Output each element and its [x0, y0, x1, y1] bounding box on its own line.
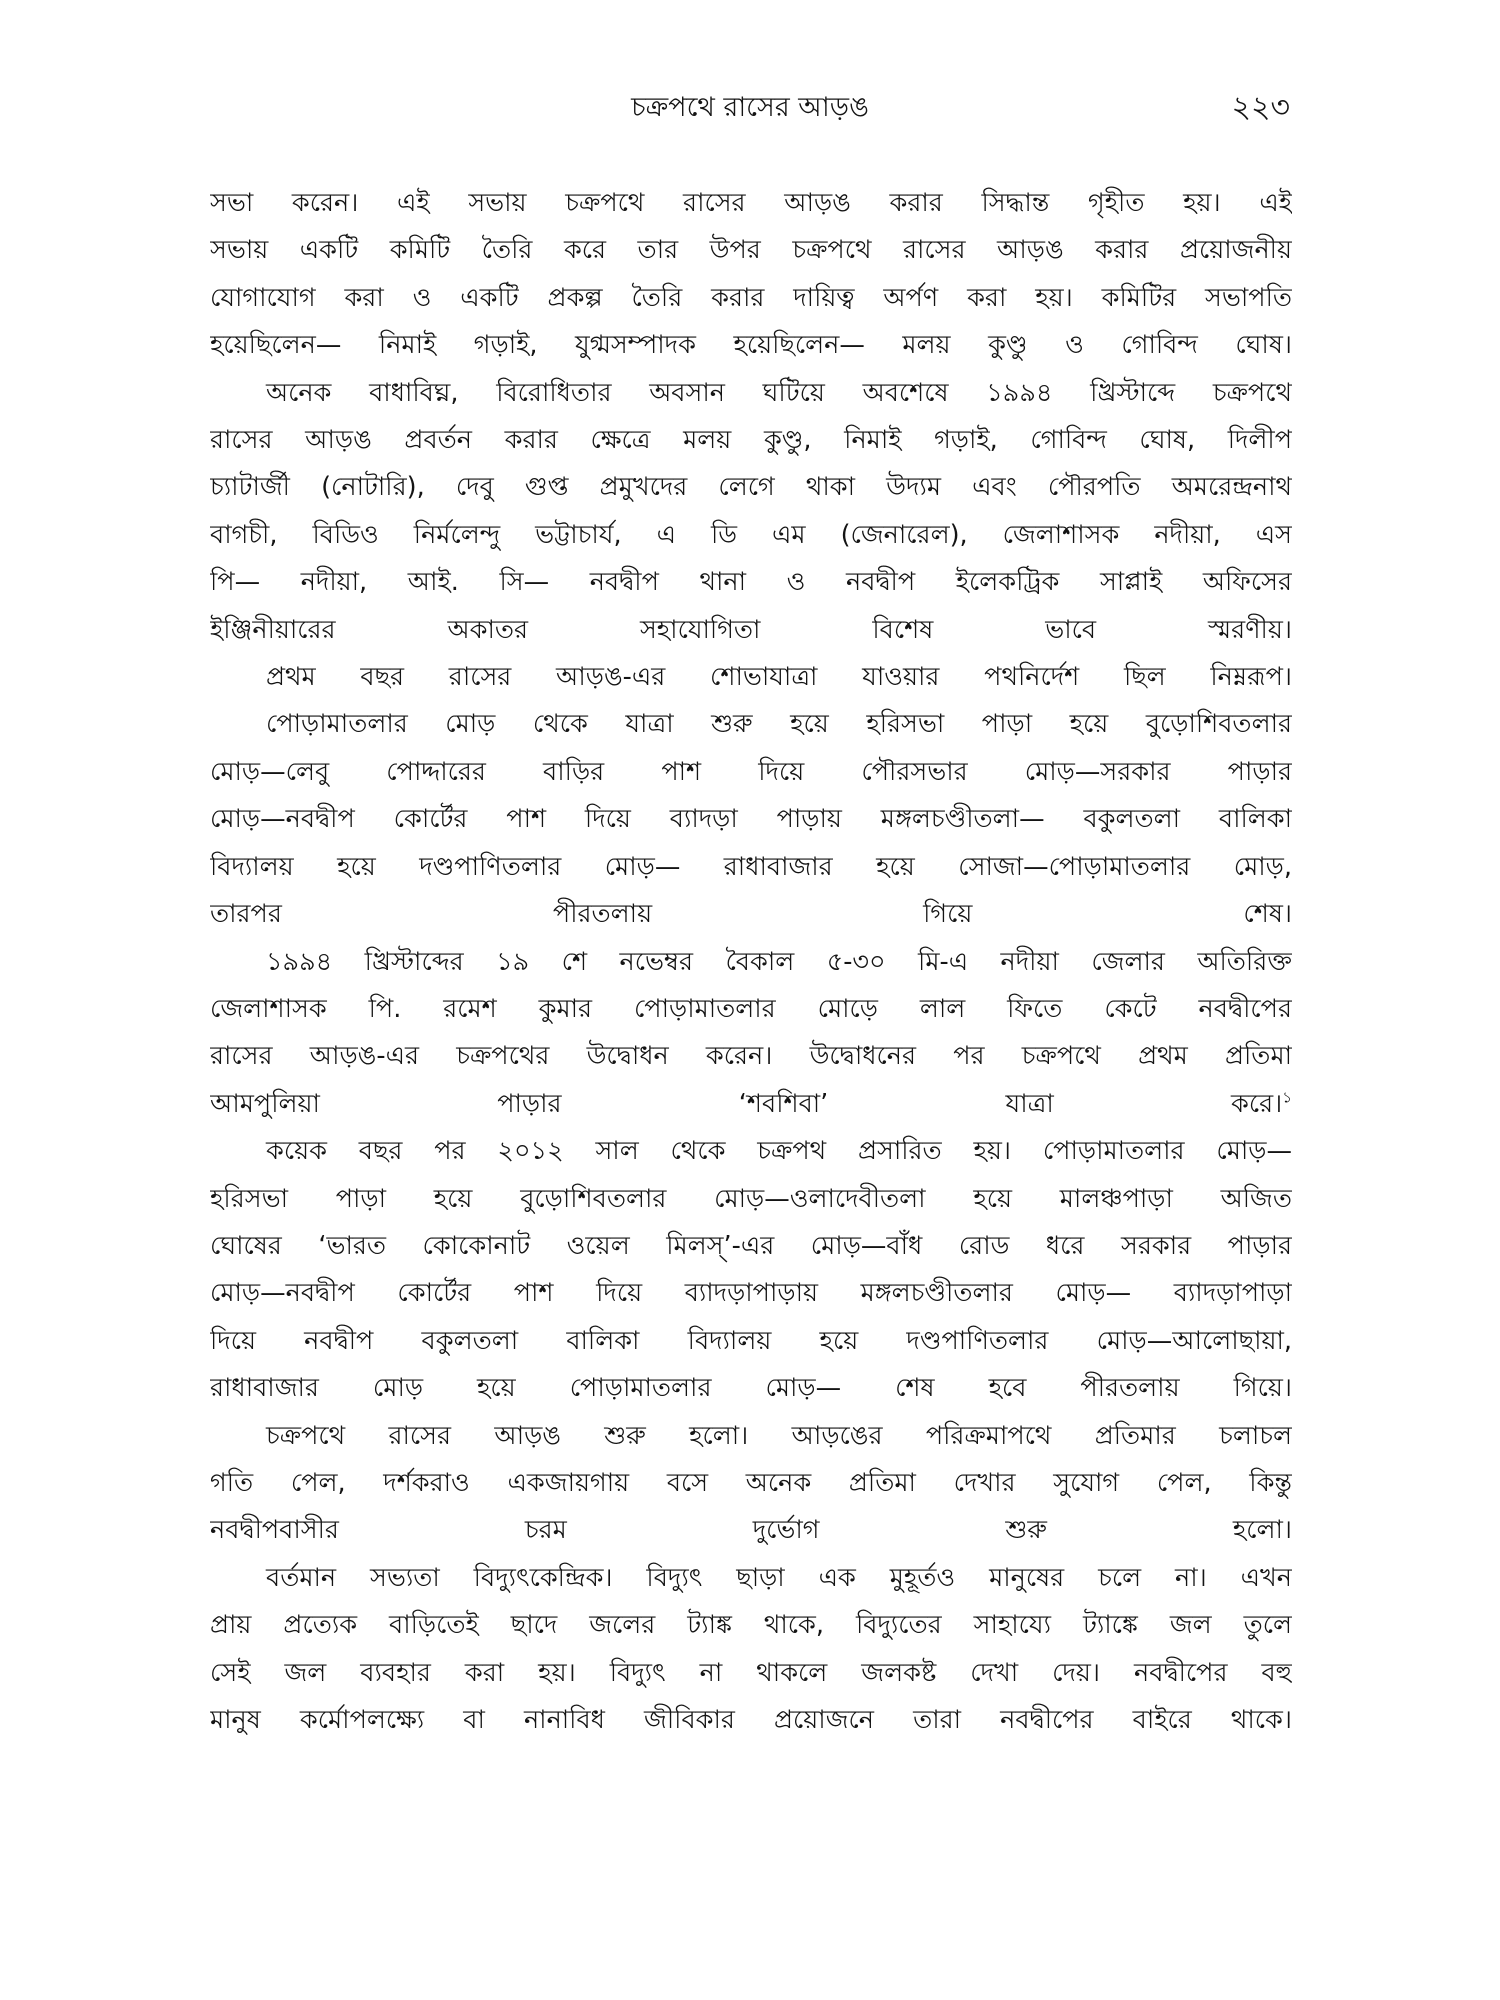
text-line: রাসের আড়ঙ প্রবর্তন করার ক্ষেত্রে মলয় কুণ্ডু, নিমাই গড়াই, গোবিন্দ ঘোষ, দিলীপ: [210, 425, 1292, 456]
footnote-marker: ১: [1282, 1088, 1292, 1107]
text-line: মানুষ কর্মোপলক্ষ্যে বা নানাবিধ জীবিকার প্রয়োজনে তারা নবদ্বীপের বাইরে থাকে।: [210, 1705, 1292, 1735]
text-line: মোড়—নবদ্বীপ কোর্টের পাশ দিয়ে ব্যাদড়া পাড়ায় মঙ্গলচণ্ডীতলা— বকুলতলা বালিকা: [210, 804, 1292, 835]
page-number: ২২৩: [1231, 90, 1290, 125]
text-line: পি— নদীয়া, আই. সি— নবদ্বীপ থানা ও নবদ্বীপ ইলেকট্রিক সাপ্লাই অফিসের: [210, 567, 1292, 598]
text-line: পোড়ামাতলার মোড় থেকে যাত্রা শুরু হয়ে হরিসভা পাড়া হয়ে বুড়োশিবতলার: [266, 709, 1292, 740]
text-line-with-footnote: [210, 1081, 1292, 1128]
text-line: বাগচী, বিডিও নির্মলেন্দু ভট্টাচার্য, এ ডি এম (জেনারেল), জেলাশাসক নদীয়া, এস: [210, 519, 1292, 550]
running-title: চক্রপথে রাসের আড়ঙ: [631, 92, 869, 123]
paragraph: [210, 654, 1292, 701]
text-line: ১৯৯৪ খ্রিস্টাব্দের ১৯ শে নভেম্বর বৈকাল ৫-৩০ মি-এ নদীয়া জেলার অতিরিক্ত: [266, 946, 1292, 977]
paragraph: [210, 370, 1292, 654]
text-line: বর্তমান সভ্যতা বিদ্যুৎকেন্দ্রিক। বিদ্যুৎ ছাড়া এক মুহূর্তও মানুষের চলে না। এখন: [266, 1562, 1292, 1593]
text-line: মোড়—নবদ্বীপ কোর্টের পাশ দিয়ে ব্যাদড়াপাড়ায় মঙ্গলচণ্ডীতলার মোড়— ব্যাদড়াপাড়া: [210, 1278, 1292, 1309]
text-line: হরিসভা পাড়া হয়ে বুড়োশিবতলার মোড়—ওলাদেবীতলা হয়ে মালঞ্চপাড়া অজিত: [210, 1183, 1292, 1214]
text-line: রাধাবাজার মোড় হয়ে পোড়ামাতলার মোড়— শেষ হবে পীরতলায় গিয়ে।: [210, 1373, 1292, 1404]
running-header: [0, 88, 1500, 128]
text-line: প্রথম বছর রাসের আড়ঙ-এর শোভাযাত্রা যাওয়ার পথনির্দেশ ছিল নিম্নরূপ।: [266, 662, 1292, 693]
text-line: তারপর পীরতলায় গিয়ে শেষ।: [210, 899, 1292, 930]
text-line: অনেক বাধাবিঘ্ন, বিরোধিতার অবসান ঘটিয়ে অবশেষে ১৯৯৪ খ্রিস্টাব্দে চক্রপথে: [266, 377, 1292, 408]
text-line: ইঞ্জিনীয়ারের অকাতর সহাযোগিতা বিশেষ ভাবে স্মরণীয়।: [210, 614, 1292, 645]
body-text: [210, 180, 1292, 1744]
text-line: সভা করেন। এই সভায় চক্রপথে রাসের আড়ঙ করার সিদ্ধান্ত গৃহীত হয়। এই: [210, 188, 1292, 218]
paragraph: [210, 1413, 1292, 1555]
text-line: জেলাশাসক পি. রমেশ কুমার পোড়ামাতলার মোড়ে লাল ফিতে কেটে নবদ্বীপের: [210, 993, 1292, 1024]
text-line: চ্যাটার্জী (নোটারি), দেবু গুপ্ত প্রমুখদের লেগে থাকা উদ্যম এবং পৌরপতি অমরেন্দ্রনাথ: [210, 472, 1292, 503]
text-line: আমপুলিয়া পাড়ার ‘শবশিবা’ যাত্রা করে।: [210, 1088, 1283, 1119]
text-line: সভায় একটি কমিটি তৈরি করে তার উপর চক্রপথে রাসের আড়ঙ করার প্রয়োজনীয়: [210, 235, 1292, 266]
text-line: রাসের আড়ঙ-এর চক্রপথের উদ্বোধন করেন। উদ্বোধনের পর চক্রপথে প্রথম প্রতিমা: [210, 1041, 1292, 1072]
text-line: ঘোষের ‘ভারত কোকোনাট ওয়েল মিলস্’-এর মোড়—বাঁধ রোড ধরে সরকার পাড়ার: [210, 1230, 1292, 1261]
text-line: সেই জল ব্যবহার করা হয়। বিদ্যুৎ না থাকলে জলকষ্ট দেখা দেয়। নবদ্বীপের বহু: [210, 1657, 1292, 1688]
text-line: চক্রপথে রাসের আড়ঙ শুরু হলো। আড়ঙের পরিক্রমাপথে প্রতিমার চলাচল: [266, 1420, 1292, 1451]
paragraph: [210, 701, 1292, 938]
paragraph: [210, 1128, 1292, 1412]
text-line: বিদ্যালয় হয়ে দণ্ডপাণিতলার মোড়— রাধাবাজার হয়ে সোজা—পোড়ামাতলার মোড়,: [210, 851, 1292, 882]
text-line: মোড়—লেবু পোদ্দারের বাড়ির পাশ দিয়ে পৌরসভার মোড়—সরকার পাড়ার: [210, 756, 1292, 787]
text-line: প্রায় প্রত্যেক বাড়িতেই ছাদে জলের ট্যাঙ্ক থাকে, বিদ্যুতের সাহায্যে ট্যাঙ্কে জল তুলে: [210, 1610, 1292, 1641]
paragraph: [210, 1555, 1292, 1745]
text-line: হয়েছিলেন— নিমাই গড়াই, যুগ্মসম্পাদক হয়েছিলেন— মলয় কুণ্ডু ও গোবিন্দ ঘোষ।: [210, 330, 1292, 361]
text-line: গতি পেল, দর্শকরাও একজায়গায় বসে অনেক প্রতিমা দেখার সুযোগ পেল, কিন্তু: [210, 1467, 1292, 1498]
text-line: নবদ্বীপবাসীর চরম দুর্ভোগ শুরু হলো।: [210, 1515, 1292, 1546]
text-line: দিয়ে নবদ্বীপ বকুলতলা বালিকা বিদ্যালয় হয়ে দণ্ডপাণিতলার মোড়—আলোছায়া,: [210, 1325, 1292, 1356]
paragraph: [210, 939, 1292, 1129]
text-line: যোগাযোগ করা ও একটি প্রকল্প তৈরি করার দায়িত্ব অর্পণ করা হয়। কমিটির সভাপতি: [210, 282, 1292, 313]
text-line: কয়েক বছর পর ২০১২ সাল থেকে চক্রপথ প্রসারিত হয়। পোড়ামাতলার মোড়—: [266, 1136, 1292, 1167]
paragraph: [210, 180, 1292, 370]
